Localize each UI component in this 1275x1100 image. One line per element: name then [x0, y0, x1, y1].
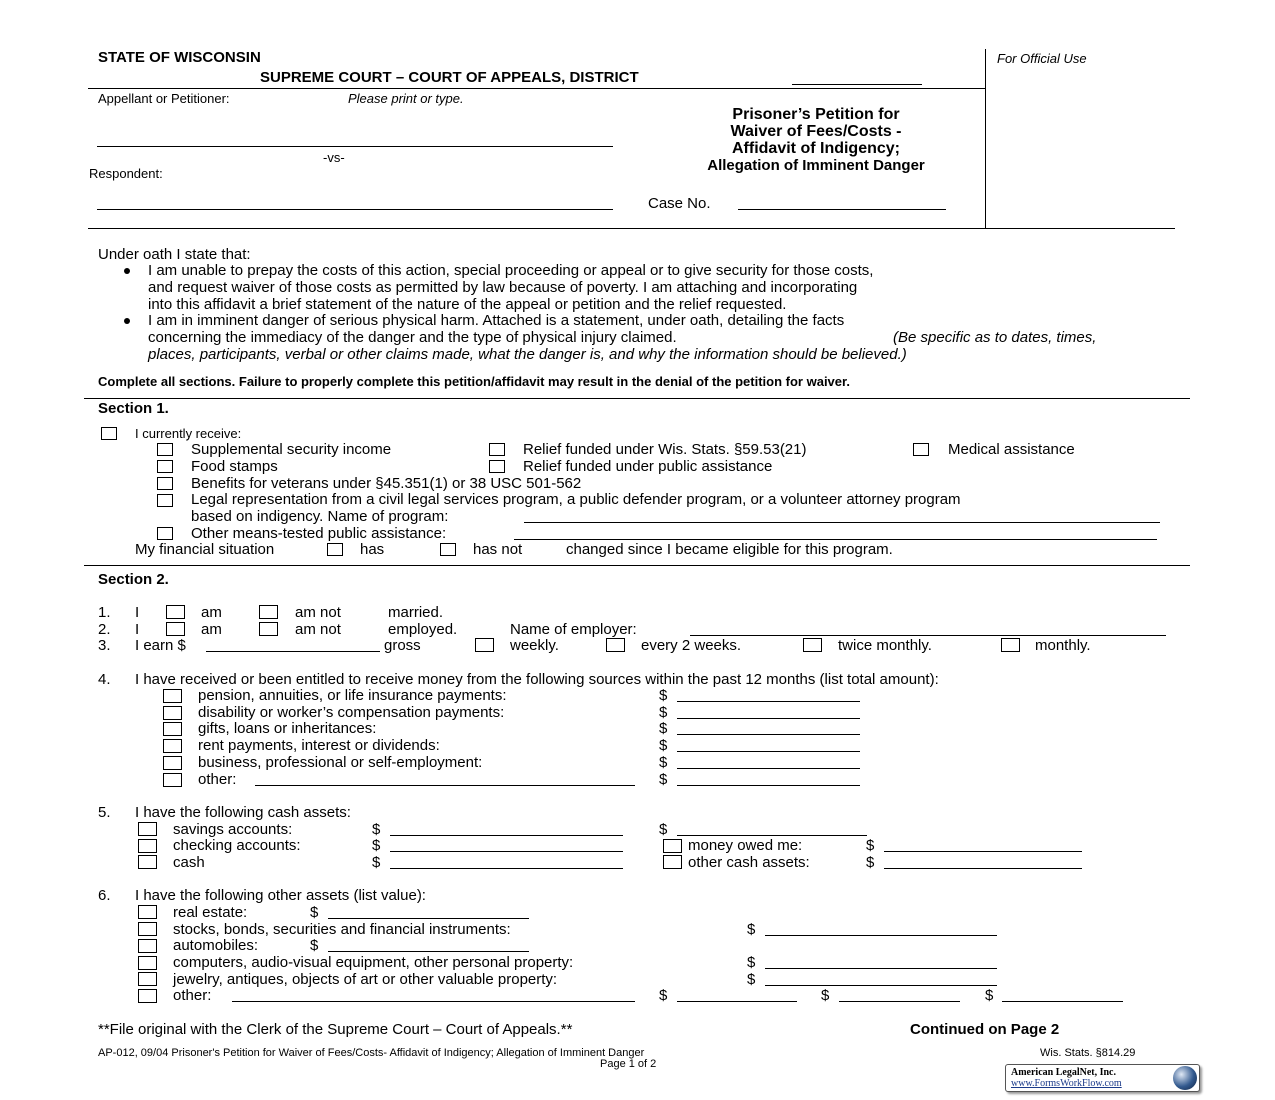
has-not-checkbox[interactable] — [440, 543, 456, 556]
jewelry-amount-field[interactable] — [765, 985, 997, 986]
dollar-sign: $ — [747, 921, 756, 938]
other-income-description-field[interactable] — [255, 785, 635, 786]
other-assets-amount-2-field[interactable] — [839, 1001, 960, 1002]
dollar-sign: $ — [821, 987, 830, 1004]
form-id: AP-012, 09/04 Prisoner's Petition for Waiver of Fees/Costs- Affidavit of Indigency; Allegation of Imminent Danger — [98, 1047, 645, 1059]
appellant-name-field[interactable] — [97, 146, 613, 147]
savings-label: savings accounts: — [173, 821, 293, 838]
married-am-checkbox[interactable] — [166, 605, 185, 619]
changed-label: changed since I became eligible for this program. — [566, 541, 893, 558]
weekly-label: weekly. — [510, 637, 559, 654]
married-label: married. — [388, 604, 444, 621]
relief-public-checkbox[interactable] — [489, 460, 505, 473]
legal-representation-label: Legal representation from a civil legal services program, a public defender program, or a volunteer attorney program — [191, 491, 961, 508]
continued-note: Continued on Page 2 — [910, 1021, 1060, 1038]
dollar-sign: $ — [659, 821, 668, 838]
has-checkbox[interactable] — [327, 543, 343, 556]
stocks-amount-field[interactable] — [765, 935, 997, 936]
veterans-checkbox[interactable] — [157, 477, 173, 490]
relief-59-label: Relief funded under Wis. Stats. §59.53(21) — [523, 441, 807, 458]
disability-amount-field[interactable] — [677, 718, 860, 719]
twice-monthly-checkbox[interactable] — [803, 638, 822, 652]
money-owed-checkbox[interactable] — [663, 839, 682, 853]
dollar-sign: $ — [747, 954, 756, 971]
financial-situation-label: My financial situation — [135, 541, 275, 558]
medical-assistance-label: Medical assistance — [948, 441, 1075, 458]
logo-url[interactable]: www.FormsWorkFlow.com — [1011, 1078, 1122, 1089]
respondent-label: Respondent: — [89, 166, 163, 181]
food-stamps-label: Food stamps — [191, 458, 278, 475]
weekly-checkbox[interactable] — [475, 638, 494, 652]
medical-assistance-checkbox[interactable] — [913, 443, 929, 456]
relief-59-checkbox[interactable] — [489, 443, 505, 456]
gifts-label: gifts, loans or inheritances: — [198, 720, 377, 737]
business-label: business, professional or self-employment: — [198, 754, 483, 771]
other-means-checkbox[interactable] — [157, 527, 173, 540]
gross-label: gross — [384, 637, 421, 654]
rent-label: rent payments, interest or dividends: — [198, 737, 440, 754]
legal-representation-checkbox[interactable] — [157, 494, 173, 507]
oath-bullet-1-line-3: into this affidavit a brief statement of the nature of the appeal or petition and the relief requested. — [148, 296, 787, 313]
q6-number: 6. — [98, 887, 111, 904]
q4-label: I have received or been entitled to receive money from the following sources within the past 12 months (list total amount): — [135, 671, 939, 688]
dollar-sign: $ — [310, 937, 319, 954]
checking-amount-field[interactable] — [390, 851, 623, 852]
business-checkbox[interactable] — [163, 756, 182, 770]
automobiles-amount-field[interactable] — [328, 951, 529, 952]
rent-checkbox[interactable] — [163, 739, 182, 753]
computers-checkbox[interactable] — [138, 956, 157, 970]
dollar-sign: $ — [659, 687, 668, 704]
dollar-sign: $ — [372, 854, 381, 871]
section-1-rule — [84, 398, 1190, 399]
header-bottom-rule — [88, 228, 1175, 229]
dollar-sign: $ — [866, 837, 875, 854]
section-1-title: Section 1. — [98, 400, 169, 417]
other-income-label: other: — [198, 771, 237, 788]
earn-label: I earn $ — [135, 637, 186, 654]
page-number: Page 1 of 2 — [600, 1058, 657, 1070]
dollar-sign: $ — [372, 821, 381, 838]
money-owed-amount-field[interactable] — [884, 851, 1082, 852]
instructions: Complete all sections. Failure to properly complete this petition/affidavit may result in the denial of the petition for waiver. — [98, 374, 850, 389]
employer-label: Name of employer: — [510, 621, 637, 638]
every-2-weeks-label: every 2 weeks. — [641, 637, 742, 654]
checking-label: checking accounts: — [173, 837, 301, 854]
statute-reference: Wis. Stats. §814.29 — [1040, 1047, 1136, 1059]
other-cash-label: other cash assets: — [688, 854, 810, 871]
dollar-sign: $ — [985, 987, 994, 1004]
pension-label: pension, annuities, or life insurance payments: — [198, 687, 507, 704]
dollar-sign: $ — [659, 737, 668, 754]
section-2-title: Section 2. — [98, 571, 169, 588]
dollar-sign: $ — [866, 854, 875, 871]
oath-bullet-1-line-2: and request waiver of those costs as permitted by law because of poverty. I am attaching and incorporating — [148, 279, 858, 296]
money-owed-label: money owed me: — [688, 837, 803, 854]
dollar-sign: $ — [659, 754, 668, 771]
case-no-label: Case No. — [648, 195, 711, 212]
gifts-amount-field[interactable] — [677, 734, 860, 735]
dollar-sign: $ — [310, 904, 319, 921]
automobiles-checkbox[interactable] — [138, 939, 157, 953]
q5-label: I have the following cash assets: — [135, 804, 351, 821]
veterans-label: Benefits for veterans under §45.351(1) or 38 USC 501-562 — [191, 475, 582, 492]
checking-checkbox[interactable] — [138, 839, 157, 853]
real-estate-amount-field[interactable] — [328, 918, 529, 919]
print-note: Please print or type. — [348, 91, 464, 106]
q3-number: 3. — [98, 637, 111, 654]
jewelry-label: jewelry, antiques, objects of art or other valuable property: — [173, 971, 558, 988]
real-estate-checkbox[interactable] — [138, 905, 157, 919]
official-use-divider — [985, 49, 986, 229]
file-original-note: **File original with the Clerk of the Supreme Court – Court of Appeals.** — [98, 1021, 573, 1038]
has-not-label: has not — [473, 541, 523, 558]
computers-label: computers, audio-visual equipment, other personal property: — [173, 954, 574, 971]
ssi-label: Supplemental security income — [191, 441, 392, 458]
dollar-sign: $ — [659, 704, 668, 721]
savings-checkbox[interactable] — [138, 822, 157, 836]
form-title-line-3: Affidavit of Indigency; — [732, 140, 900, 157]
district-field[interactable] — [792, 84, 922, 85]
dollar-sign: $ — [659, 987, 668, 1004]
oath-bullet-2-italic-1: (Be specific as to dates, times, — [893, 329, 1097, 346]
vs-label: -vs- — [323, 150, 345, 165]
other-income-checkbox[interactable] — [163, 773, 182, 787]
oath-bullet-2-line-1: I am in imminent danger of serious physical harm. Attached is a statement, under oath, detailing the facts — [148, 312, 845, 329]
ssi-checkbox[interactable] — [157, 443, 173, 456]
other-assets-description-field[interactable] — [232, 1001, 635, 1002]
state-heading: STATE OF WISCONSIN — [98, 49, 261, 66]
other-assets-amount-1-field[interactable] — [677, 1001, 797, 1002]
program-name-field[interactable] — [524, 522, 1160, 523]
other-cash-amount-field[interactable] — [884, 868, 1082, 869]
program-name-label: based on indigency. Name of program: — [191, 508, 449, 525]
employed-am-not-checkbox[interactable] — [259, 622, 278, 636]
oath-bullet-2-italic-2: places, participants, verbal or other claims made, what the danger is, and why the information should be believed.) — [148, 346, 907, 363]
other-assets-amount-3-field[interactable] — [1002, 1001, 1123, 1002]
other-cash-checkbox[interactable] — [663, 855, 682, 869]
official-use-label: For Official Use — [997, 51, 1087, 66]
every-2-weeks-checkbox[interactable] — [606, 638, 625, 652]
other-means-label: Other means-tested public assistance: — [191, 525, 447, 542]
form-subtitle: Allegation of Imminent Danger — [707, 157, 925, 174]
twice-monthly-label: twice monthly. — [838, 637, 932, 654]
q1-i: I — [135, 604, 140, 621]
dollar-sign: $ — [747, 971, 756, 988]
q4-number: 4. — [98, 671, 111, 688]
q1-number: 1. — [98, 604, 111, 621]
q2-i: I — [135, 621, 140, 638]
relief-public-label: Relief funded under public assistance — [523, 458, 773, 475]
cash-label: cash — [173, 854, 205, 871]
stocks-checkbox[interactable] — [138, 922, 157, 936]
case-no-field[interactable] — [738, 209, 946, 210]
dollar-sign: $ — [659, 720, 668, 737]
savings-amount-field[interactable] — [390, 835, 623, 836]
court-heading: SUPREME COURT – COURT OF APPEALS, DISTRICT — [260, 69, 639, 86]
savings-extra-amount-field[interactable] — [677, 835, 867, 836]
q2-number: 2. — [98, 621, 111, 638]
currently-receive-label: I currently receive: — [135, 426, 242, 441]
pension-amount-field[interactable] — [677, 701, 860, 702]
rent-amount-field[interactable] — [677, 751, 860, 752]
other-assets-checkbox[interactable] — [138, 989, 157, 1003]
form-title-line-2: Waiver of Fees/Costs - — [730, 123, 902, 140]
q6-label: I have the following other assets (list value): — [135, 887, 426, 904]
employed-am-not-label: am not — [295, 621, 341, 638]
stocks-label: stocks, bonds, securities and financial instruments: — [173, 921, 511, 938]
appellant-label: Appellant or Petitioner: — [98, 91, 230, 106]
dollar-sign: $ — [659, 771, 668, 788]
automobiles-label: automobiles: — [173, 937, 259, 954]
monthly-label: monthly. — [1035, 637, 1091, 654]
bullet-icon — [124, 268, 130, 274]
gifts-checkbox[interactable] — [163, 722, 182, 736]
disability-checkbox[interactable] — [163, 706, 182, 720]
section-2-rule — [84, 565, 1190, 566]
married-am-not-label: am not — [295, 604, 341, 621]
american-legalnet-logo[interactable] — [1005, 1064, 1200, 1092]
monthly-checkbox[interactable] — [1001, 638, 1020, 652]
employer-field[interactable] — [690, 635, 1166, 636]
real-estate-label: real estate: — [173, 904, 248, 921]
married-am-not-checkbox[interactable] — [259, 605, 278, 619]
computers-amount-field[interactable] — [765, 968, 997, 969]
dollar-sign: $ — [372, 837, 381, 854]
respondent-name-field[interactable] — [97, 209, 613, 210]
oath-bullet-1-line-1: I am unable to prepay the costs of this action, special proceeding or appeal or to give security for those costs, — [148, 262, 874, 279]
oath-bullet-2-line-2: concerning the immediacy of the danger and the type of physical injury claimed. — [148, 329, 677, 346]
disability-label: disability or worker’s compensation payments: — [198, 704, 505, 721]
other-income-amount-field[interactable] — [677, 785, 860, 786]
business-amount-field[interactable] — [677, 768, 860, 769]
other-means-field[interactable] — [514, 539, 1157, 540]
pension-checkbox[interactable] — [163, 689, 182, 703]
q5-number: 5. — [98, 804, 111, 821]
form-title-line-1: Prisoner’s Petition for — [732, 106, 900, 123]
has-label: has — [360, 541, 385, 558]
currently-receive-checkbox[interactable] — [101, 427, 117, 440]
globe-icon — [1173, 1066, 1197, 1090]
logo-company-name: American LegalNet, Inc. — [1011, 1067, 1116, 1078]
married-am-label: am — [201, 604, 222, 621]
jewelry-checkbox[interactable] — [138, 972, 157, 986]
employed-am-checkbox[interactable] — [166, 622, 185, 636]
employed-label: employed. — [388, 621, 458, 638]
header-divider — [88, 88, 985, 89]
earnings-field[interactable] — [206, 651, 380, 652]
cash-amount-field[interactable] — [390, 868, 623, 869]
cash-checkbox[interactable] — [138, 855, 157, 869]
employed-am-label: am — [201, 621, 222, 638]
other-assets-label: other: — [173, 987, 212, 1004]
oath-intro: Under oath I state that: — [98, 246, 251, 263]
bullet-icon — [124, 318, 130, 324]
food-stamps-checkbox[interactable] — [157, 460, 173, 473]
